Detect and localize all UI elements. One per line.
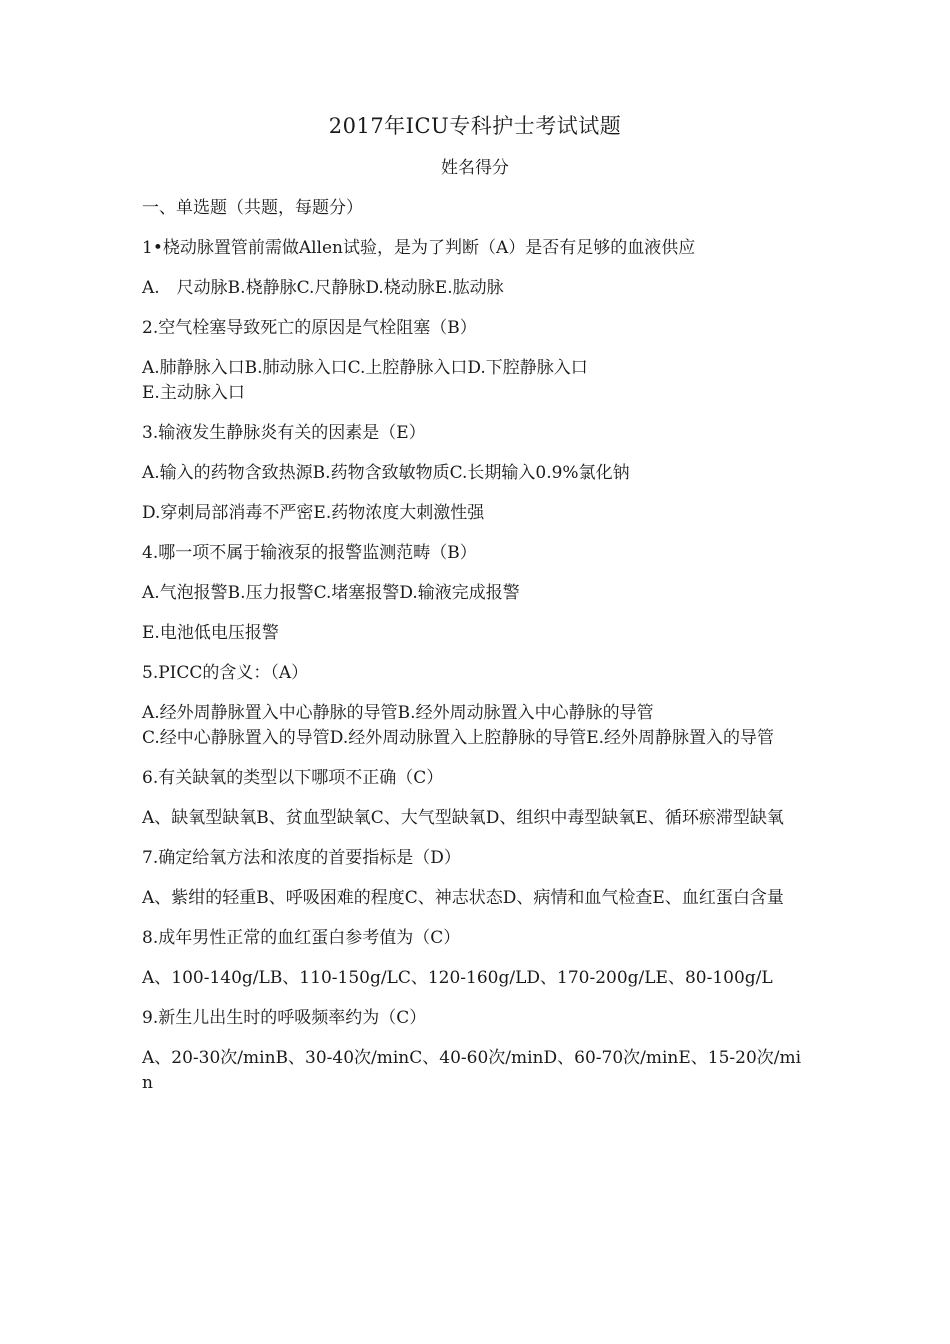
page-title: 2017年ICU专科护士考试试题 [328,114,622,138]
question-6: 6.有关缺氧的类型以下哪项不正确（C） [142,768,444,788]
question-9-options: A、20-30次/minB、30-40次/minC、40-60次/minD、60-70次/minE、15-20次/min [142,1048,802,1093]
question-4: 4.哪一项不属于输液泵的报警监测范畴（B） [142,543,477,563]
question-3: 3.输液发生静脉炎有关的因素是（E） [142,423,426,443]
question-5-options: A.经外周静脉置入中心静脉的导管B.经外周动脉置入中心静脉的导管 [142,703,654,723]
question-5: 5.PICC的含义：（A） [142,663,309,683]
question-3-options-cont: D.穿刺局部消毒不严密E.药物浓度大刺激性强 [142,503,485,523]
question-8-options: A、100-140g/LB、110-150g/LC、120-160g/LD、170-200g/LE、80-100g/L [142,968,773,988]
question-5-options-cont: C.经中心静脉置入的导管D.经外周动脉置入上腔静脉的导管E.经外周静脉置入的导管 [142,728,775,748]
question-6-options: A、缺氧型缺氧B、贫血型缺氧C、大气型缺氧D、组织中毒型缺氧E、循环瘀滞型缺氧 [142,808,784,828]
question-2-options-cont: E.主动脉入口 [142,383,245,403]
question-8: 8.成年男性正常的血红蛋白参考值为（C） [142,928,461,948]
question-7-options: A、紫绀的轻重B、呼吸困难的程度C、神志状态D、病情和血气检查E、血红蛋白含量 [142,888,784,908]
question-2: 2.空气栓塞导致死亡的原因是气栓阻塞（B） [142,318,477,338]
exam-content [142,196,810,1096]
question-7: 7.确定给氧方法和浓度的首要指标是（D） [142,848,461,868]
question-1: 1•桡动脉置管前需做Allen试验，是为了判断（A）是否有足够的血液供应 [142,238,696,258]
question-2-options: A.肺静脉入口B.肺动脉入口C.上腔静脉入口D.下腔静脉入口 [142,358,588,378]
question-3-options: A.输入的药物含致热源B.药物含致敏物质C.长期输入0.9%氯化钠 [142,463,630,483]
name-score-line: 姓名得分 [441,158,509,178]
question-9: 9.新生儿出生时的呼吸频率约为（C） [142,1008,427,1028]
question-4-options-cont: E.电池低电压报警 [142,623,279,643]
question-1-options: A. 尺动脉B.桡静脉C.尺静脉D.桡动脉E.肱动脉 [142,278,504,298]
section-heading: 一、单选题（共题，每题分） [142,198,363,218]
question-4-options: A.气泡报警B.压力报警C.堵塞报警D.输液完成报警 [142,583,520,603]
